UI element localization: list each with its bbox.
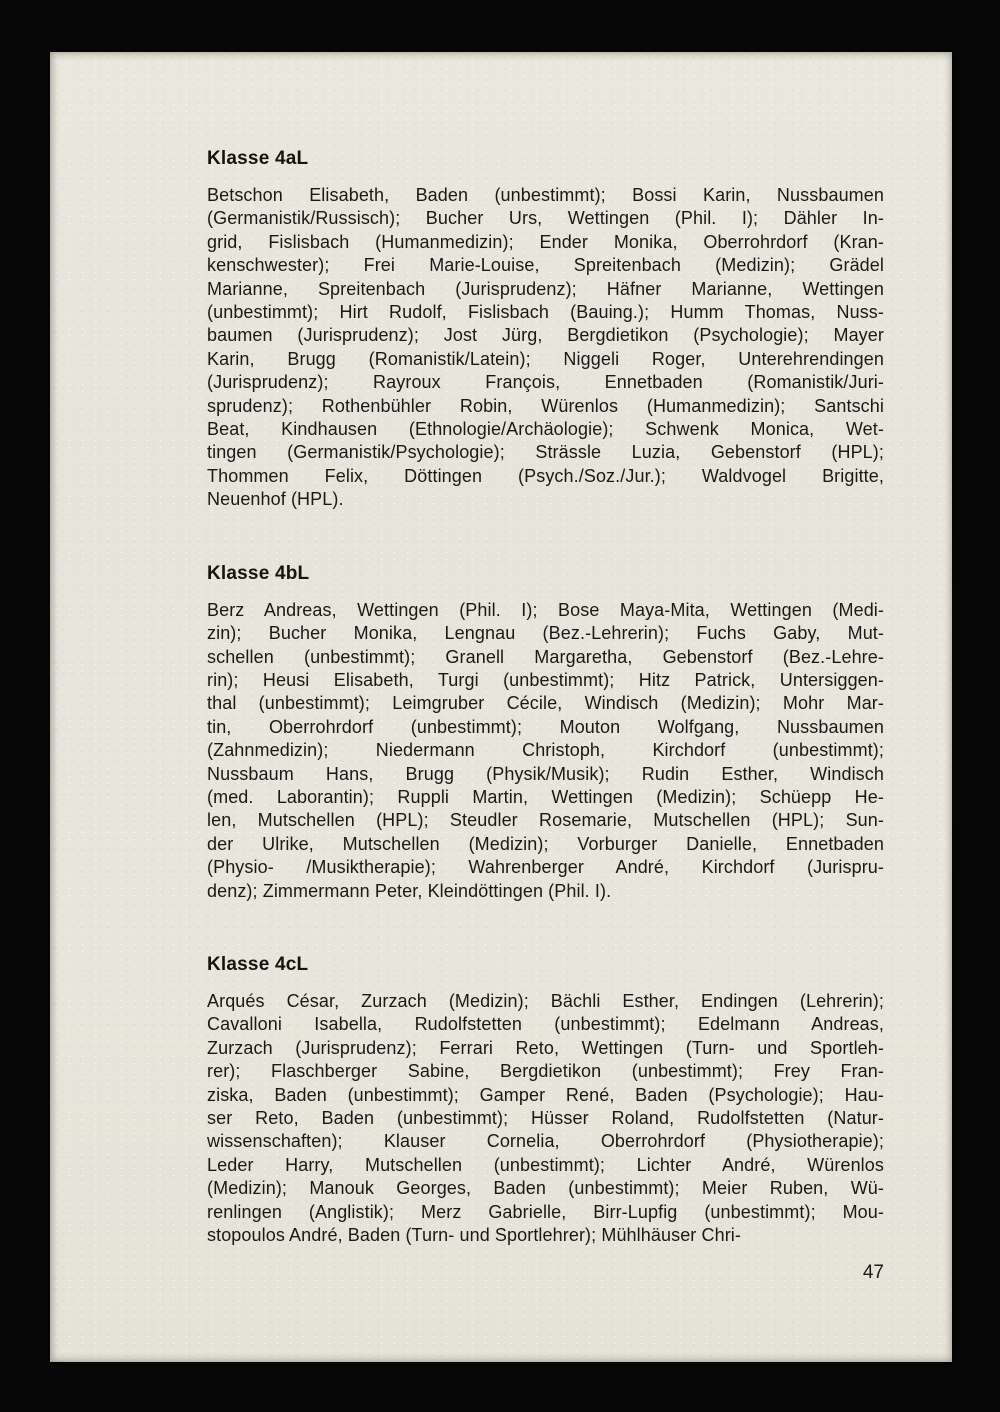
text-line: (Germanistik/Russisch); Bucher Urs, Wettingen (Phil. I); Dähler In- — [207, 208, 884, 229]
class-section-4bl — [207, 563, 884, 903]
text-line: Marianne, Spreitenbach (Jurisprudenz); Häfner Marianne, Wettingen — [207, 278, 884, 299]
text-line: rin); Heusi Elisabeth, Turgi (unbestimmt); Hitz Patrick, Untersiggen- — [207, 669, 884, 690]
text-line: (Zahnmedizin); Niedermann Christoph, Kirchdorf (unbestimmt); — [207, 740, 884, 761]
section-heading-4cl: Klasse 4cL — [207, 953, 309, 975]
text-line: Nussbaum Hans, Brugg (Physik/Musik); Rudin Esther, Windisch — [207, 763, 884, 784]
text-line: ser Reto, Baden (unbestimmt); Hüsser Roland, Rudolfstetten (Natur- — [207, 1108, 884, 1128]
text-line: Leder Harry, Mutschellen (unbestimmt); Lichter André, Würenlos — [207, 1154, 884, 1175]
text-line: len, Mutschellen (HPL); Steudler Rosemarie, Mutschellen (HPL); Sun- — [207, 810, 884, 831]
text-line: denz); Zimmermann Peter, Kleindöttingen (Phil. I). — [207, 880, 612, 901]
section-body-4cl — [207, 990, 884, 1247]
text-line: schellen (unbestimmt); Granell Margaretha, Gebenstorf (Bez.-Lehre- — [207, 646, 884, 667]
text-line: tin, Oberrohrdorf (unbestimmt); Mouton Wolfgang, Nussbaumen — [207, 716, 884, 737]
text-line: baumen (Jurisprudenz); Jost Jürg, Bergdietikon (Psychologie); Mayer — [207, 325, 884, 346]
text-line: zin); Bucher Monika, Lengnau (Bez.-Lehrerin); Fuchs Gaby, Mut- — [207, 623, 884, 644]
page-number: 47 — [862, 1262, 884, 1283]
document-page — [50, 52, 952, 1362]
text-line: Karin, Brugg (Romanistik/Latein); Niggeli Roger, Unterehrendingen — [207, 348, 884, 369]
text-line: kenschwester); Frei Marie-Louise, Spreitenbach (Medizin); Grädel — [207, 255, 884, 276]
section-body-4al — [207, 184, 884, 512]
class-section-4cl — [207, 954, 884, 1247]
section-heading-4bl: Klasse 4bL — [207, 562, 310, 584]
text-line: ziska, Baden (unbestimmt); Gamper René, Baden (Psychologie); Hau- — [207, 1084, 884, 1105]
text-line: sprudenz); Rothenbühler Robin, Würenlos (Humanmedizin); Santschi — [207, 395, 884, 416]
text-line: stopoulos André, Baden (Turn- und Sportlehrer); Mühlhäuser Chri- — [207, 1225, 741, 1246]
text-line: Thommen Felix, Döttingen (Psych./Soz./Jur.); Waldvogel Brigitte, — [207, 465, 884, 486]
text-line: Cavalloni Isabella, Rudolfstetten (unbestimmt); Edelmann Andreas, — [207, 1014, 884, 1035]
text-line: grid, Fislisbach (Humanmedizin); Ender Monika, Oberrohrdorf (Kran- — [207, 231, 884, 252]
text-line: Zurzach (Jurisprudenz); Ferrari Reto, Wettingen (Turn- und Sportleh- — [207, 1037, 884, 1058]
text-line: rer); Flaschberger Sabine, Bergdietikon (unbestimmt); Frey Fran- — [207, 1061, 884, 1082]
text-line: (unbestimmt); Hirt Rudolf, Fislisbach (Bauing.); Humm Thomas, Nuss- — [207, 302, 884, 323]
text-line: thal (unbestimmt); Leimgruber Cécile, Windisch (Medizin); Mohr Mar- — [207, 693, 884, 714]
text-line: tingen (Germanistik/Psychologie); Strässle Luzia, Gebenstorf (HPL); — [207, 442, 884, 463]
text-line: Berz Andreas, Wettingen (Phil. I); Bose Maya-Mita, Wettingen (Medi- — [207, 599, 884, 620]
text-line: der Ulrike, Mutschellen (Medizin); Vorburger Danielle, Ennetbaden — [207, 833, 884, 854]
text-line: Neuenhof (HPL). — [207, 489, 344, 510]
text-line: (Medizin); Manouk Georges, Baden (unbestimmt); Meier Ruben, Wü- — [207, 1178, 884, 1199]
section-heading-4al: Klasse 4aL — [207, 148, 309, 169]
text-line: (Physio- /Musiktherapie); Wahrenberger André, Kirchdorf (Jurispru- — [207, 857, 884, 878]
text-line: (med. Laborantin); Ruppli Martin, Wettingen (Medizin); Schüepp He- — [207, 786, 884, 807]
text-line: renlingen (Anglistik); Merz Gabrielle, Birr-Lupfig (unbestimmt); Mou- — [207, 1201, 884, 1222]
text-line: wissenschaften); Klauser Cornelia, Oberrohrdorf (Physiotherapie); — [207, 1131, 884, 1152]
page-content — [207, 148, 884, 1298]
text-line: (Jurisprudenz); Rayroux François, Ennetbaden (Romanistik/Juri- — [207, 372, 884, 393]
text-line: Beat, Kindhausen (Ethnologie/Archäologie); Schwenk Monica, Wet- — [207, 419, 884, 440]
text-line: Betschon Elisabeth, Baden (unbestimmt); Bossi Karin, Nussbaumen — [207, 185, 884, 205]
section-body-4bl — [207, 599, 884, 903]
class-section-4al — [207, 148, 884, 512]
text-line: Arqués César, Zurzach (Medizin); Bächli Esther, Endingen (Lehrerin); — [207, 990, 884, 1011]
